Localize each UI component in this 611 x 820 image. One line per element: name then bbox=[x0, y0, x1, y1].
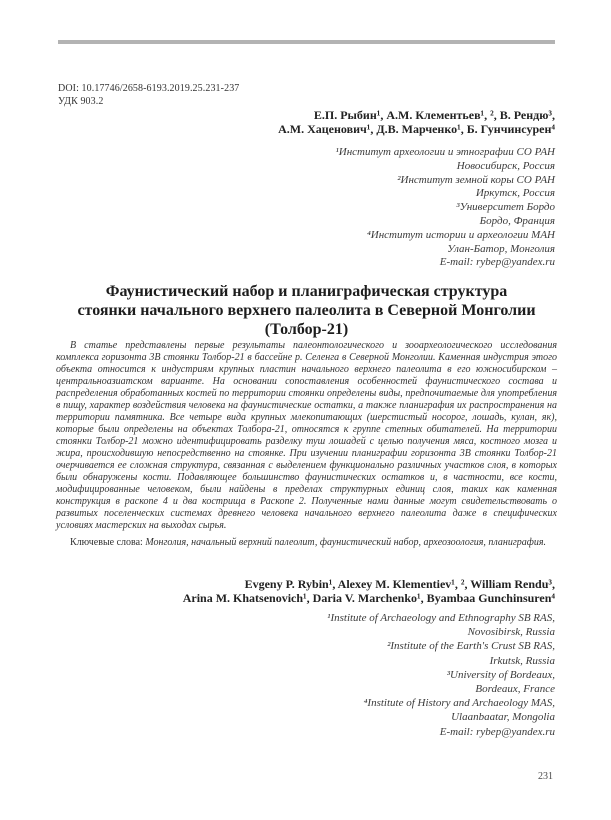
email-line-en: E-mail: rybep@yandex.ru bbox=[439, 725, 555, 738]
affiliation-line: Иркутск, Россия bbox=[475, 187, 555, 200]
affiliation-line: Бордо, Франция bbox=[479, 214, 555, 227]
authors-russian bbox=[58, 108, 555, 136]
page-number: 231 bbox=[538, 771, 553, 782]
affiliation-line: Ulaanbaatar, Mongolia bbox=[451, 711, 555, 724]
affiliation-line: Новосибирск, Россия bbox=[456, 159, 555, 172]
paper-title bbox=[58, 282, 555, 339]
title-line-3: (Толбор-21) bbox=[264, 321, 349, 338]
affiliation-line: ²Institute of the Earth's Crust SB RAS, bbox=[387, 640, 555, 653]
keywords-label: Ключевые слова: bbox=[70, 537, 143, 548]
author-line-en-1: Evgeny P. Rybin¹, Alexey M. Klementiev¹, ², William Rendu³, bbox=[244, 577, 555, 591]
title-line-1: Фаунистический набор и планиграфическая структура bbox=[105, 283, 508, 300]
doi-udc-block bbox=[58, 82, 555, 108]
doi-text: DOI: 10.17746/2658-6193.2019.25.231-237 bbox=[58, 83, 240, 94]
keywords-text: Монголия, начальный верхний палеолит, фаунистический набор, археозоология, планиграфия. bbox=[142, 537, 547, 548]
keywords-line bbox=[56, 537, 557, 549]
affiliation-line: ⁴Институт истории и археологии МАН bbox=[366, 228, 555, 241]
affiliation-line: Улан-Батор, Монголия bbox=[447, 242, 555, 255]
author-line-ru-2: А.М. Хаценович¹, Д.В. Марченко¹, Б. Гунчинсурен⁴ bbox=[278, 122, 555, 136]
affiliation-line: Irkutsk, Russia bbox=[489, 654, 555, 667]
affiliation-line: Bordeaux, France bbox=[475, 683, 555, 696]
affiliation-line: ¹Institute of Archaeology and Ethnography SB RAS, bbox=[327, 612, 555, 624]
affiliation-line: ¹Институт археологии и этнографии СО РАН bbox=[335, 146, 555, 158]
affiliations-russian bbox=[58, 146, 555, 270]
udc-text: УДК 903.2 bbox=[58, 96, 104, 107]
abstract-paragraph: В статье представлены первые результаты палеонтологического и зооархеологического исследования комплекса горизонта 3В стоянки Толбор-21 в бассейне р. Селенга в Северной Монголии. Каменная индустрия этого объекта относится к индустриям крупных пластин начального верхнего палеолита в его южносибирском – центральноазиатском варианте. На основании сопоставления особенностей фаунистического состава и распределения обработанных костей по территории стоянки определены виды, предпочитаемые для употребления в пищу, характер воздействия человека на фаунистические остатки, а также планиграфия их распространения на территории памятника. Все четыре вида крупных млекопитающих (шерстистый носорог, лошадь, кулан, як), которые были определены на объектах Толбора-21, относятся к группе степных обитателей. На территории стоянки Толбор-21 можно идентифицировать разделку туш лошадей с целью получения мяса, костного мозга и жира, происходившую непосредственно на стоянке. При изучении планиграфии горизонта 3В стоянки Толбор-21 очерчивается ее сложная структура, связанная с выделением функционально различных участков слоя, в которых были обнаружены кости. Подавляющее большинство фаунистических остатков и, в частности, все кости, модифицированные человеком, были найдены в пределах структурных единиц слоя, таких как каменная конструкция в раскопе 4 и два кострища в Раскопе 2. Полученные нами данные могут свидетельствовать о развитых поселенческих системах древнего человека начального верхнего палеолита даже в специфических условиях мастерских на выходах сырья. bbox=[56, 340, 557, 531]
affiliation-line: ³University of Bordeaux, bbox=[446, 668, 555, 681]
affiliation-line: ⁴Institute of History and Archaeology MAS, bbox=[363, 697, 555, 710]
affiliations-english bbox=[58, 611, 555, 739]
authors-english bbox=[58, 577, 555, 605]
title-line-2: стоянки начального верхнего палеолита в Северной Монголии bbox=[77, 302, 536, 319]
affiliation-line: ²Институт земной коры СО РАН bbox=[397, 173, 555, 186]
author-line-ru-1: Е.П. Рыбин¹, А.М. Клементьев¹, ², В. Рендю³, bbox=[313, 108, 555, 122]
header-double-rule bbox=[58, 40, 555, 44]
affiliation-line: ³Университет Бордо bbox=[456, 201, 555, 214]
email-line-ru: E-mail: rybep@yandex.ru bbox=[439, 256, 555, 269]
affiliation-line: Novosibirsk, Russia bbox=[467, 626, 555, 639]
author-line-en-2: Arina M. Khatsenovich¹, Daria V. Marchenko¹, Byambaa Gunchinsuren⁴ bbox=[182, 591, 555, 605]
